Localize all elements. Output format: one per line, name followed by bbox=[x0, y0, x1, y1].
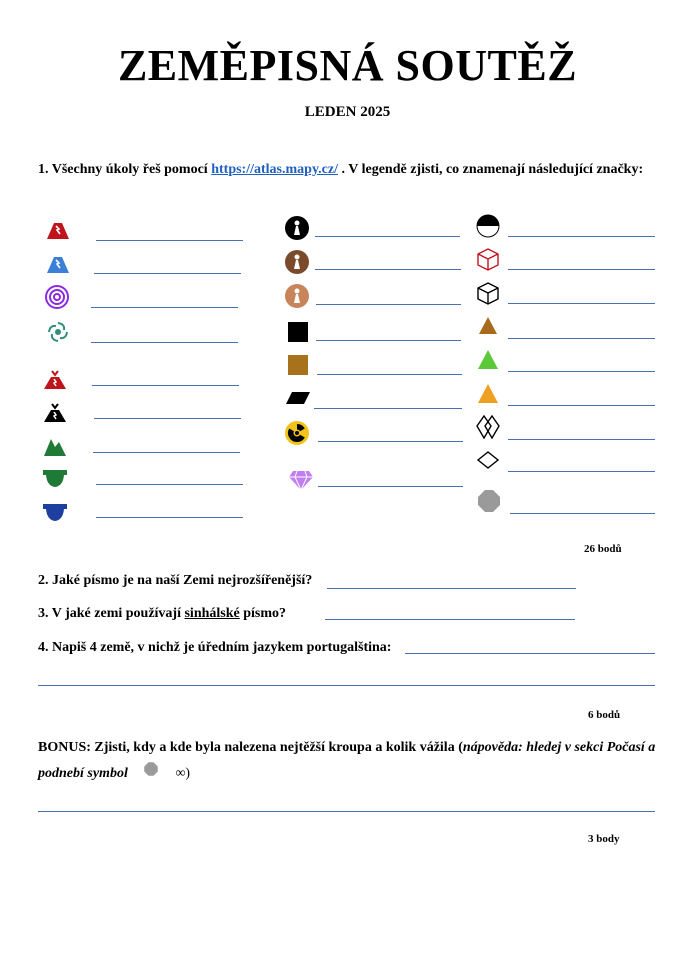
answer-line[interactable] bbox=[94, 418, 241, 419]
green-cyclone-icon bbox=[45, 319, 71, 345]
double-diamond-icon bbox=[475, 414, 501, 440]
black-pawn-circle-icon bbox=[284, 215, 310, 241]
question-3-underlined: sinhálské bbox=[184, 606, 240, 621]
answer-line[interactable] bbox=[96, 484, 243, 485]
page-title: ZEMĚPISNÁ SOUTĚŽ bbox=[117, 41, 578, 90]
question-3-suffix: písmo? bbox=[239, 606, 287, 621]
answer-line[interactable] bbox=[508, 269, 655, 270]
grey-hail-octagon-icon bbox=[476, 488, 502, 514]
answer-line-bonus[interactable] bbox=[38, 811, 655, 812]
question-2: 2. Jaké písmo je na naší Zemi nejrozšířenější? bbox=[38, 573, 313, 588]
diamond-outline-icon bbox=[475, 447, 501, 473]
answer-line[interactable] bbox=[315, 269, 461, 270]
red-cube-icon bbox=[475, 246, 501, 272]
answer-line[interactable] bbox=[91, 342, 238, 343]
answer-line-q4-second[interactable] bbox=[38, 685, 655, 686]
volcano-red-icon bbox=[45, 217, 71, 243]
answer-line[interactable] bbox=[508, 303, 655, 304]
bonus-text: Zjisti, kdy a kde byla nalezena nejtěžší kroupa a kolik vážila ( bbox=[90, 740, 463, 755]
brown-pawn-circle-icon bbox=[284, 249, 310, 275]
answer-line-q3[interactable] bbox=[325, 619, 575, 620]
answer-line[interactable] bbox=[96, 240, 243, 241]
answer-line[interactable] bbox=[318, 441, 463, 442]
green-mountain-peaks-icon bbox=[42, 433, 68, 459]
question-1-prefix: 1. Všechny úkoly řeš pomocí bbox=[38, 162, 212, 177]
bonus-question bbox=[38, 735, 658, 787]
answer-line[interactable] bbox=[508, 471, 655, 472]
answer-line[interactable] bbox=[92, 385, 239, 386]
red-erupting-volcano-icon bbox=[42, 367, 68, 393]
answer-line[interactable] bbox=[91, 307, 238, 308]
answer-line[interactable] bbox=[94, 273, 241, 274]
answer-line[interactable] bbox=[510, 513, 655, 514]
answer-line-q2[interactable] bbox=[327, 588, 576, 589]
orange-triangle-icon bbox=[475, 381, 501, 407]
bonus-hint: nápověda: hledej v sekci Počasí a podnebí symbol bbox=[38, 740, 656, 782]
answer-line[interactable] bbox=[508, 338, 655, 339]
question-3 bbox=[38, 606, 286, 622]
grey-hail-octagon-icon bbox=[143, 761, 159, 787]
light-brown-pawn-circle-icon bbox=[284, 283, 310, 309]
radiation-icon bbox=[284, 420, 310, 446]
answer-line-q4[interactable] bbox=[405, 653, 655, 654]
purple-concentric-circles-icon bbox=[44, 284, 70, 310]
atlas-link[interactable]: https://atlas.mapy.cz/ bbox=[211, 162, 338, 177]
bonus-points: 3 body bbox=[588, 833, 620, 845]
answer-line[interactable] bbox=[314, 408, 462, 409]
brown-square-icon bbox=[285, 352, 311, 378]
question-3-prefix: 3. V jaké zemi používají bbox=[38, 606, 185, 621]
answer-line[interactable] bbox=[508, 405, 655, 406]
answer-line[interactable] bbox=[316, 340, 461, 341]
green-triangle-icon bbox=[475, 347, 501, 373]
brown-triangle-icon bbox=[475, 313, 501, 339]
question-1-suffix: . V legendě zjisti, co znamenají následující značky: bbox=[337, 162, 644, 177]
diamond-gem-icon bbox=[288, 466, 314, 492]
answer-line[interactable] bbox=[93, 452, 240, 453]
half-black-circle-icon bbox=[475, 213, 501, 239]
question-1 bbox=[38, 162, 643, 178]
black-cube-icon bbox=[475, 280, 501, 306]
black-erupting-volcano-icon bbox=[42, 400, 68, 426]
answer-line[interactable] bbox=[508, 371, 655, 372]
page-subtitle: LEDEN 2025 bbox=[304, 104, 391, 120]
blue-cup-icon bbox=[42, 500, 68, 526]
black-square-icon bbox=[285, 319, 311, 345]
answer-line[interactable] bbox=[508, 439, 655, 440]
answer-line[interactable] bbox=[317, 374, 462, 375]
answer-line[interactable] bbox=[318, 486, 463, 487]
infinity-symbol: ∞ bbox=[175, 766, 186, 782]
q234-points: 6 bodů bbox=[588, 709, 621, 721]
bonus-label: BONUS: bbox=[38, 740, 91, 755]
volcano-blue-icon bbox=[45, 251, 71, 277]
question-4: 4. Napiš 4 země, v nichž je úředním jazykem portugalština: bbox=[38, 640, 392, 655]
bonus-close: ) bbox=[185, 766, 190, 782]
black-parallelogram-icon bbox=[285, 385, 311, 411]
answer-line[interactable] bbox=[316, 304, 461, 305]
answer-line[interactable] bbox=[96, 517, 243, 518]
answer-line[interactable] bbox=[508, 236, 655, 237]
q1-points: 26 bodů bbox=[584, 543, 622, 555]
green-cup-icon bbox=[42, 466, 68, 492]
answer-line[interactable] bbox=[315, 236, 460, 237]
